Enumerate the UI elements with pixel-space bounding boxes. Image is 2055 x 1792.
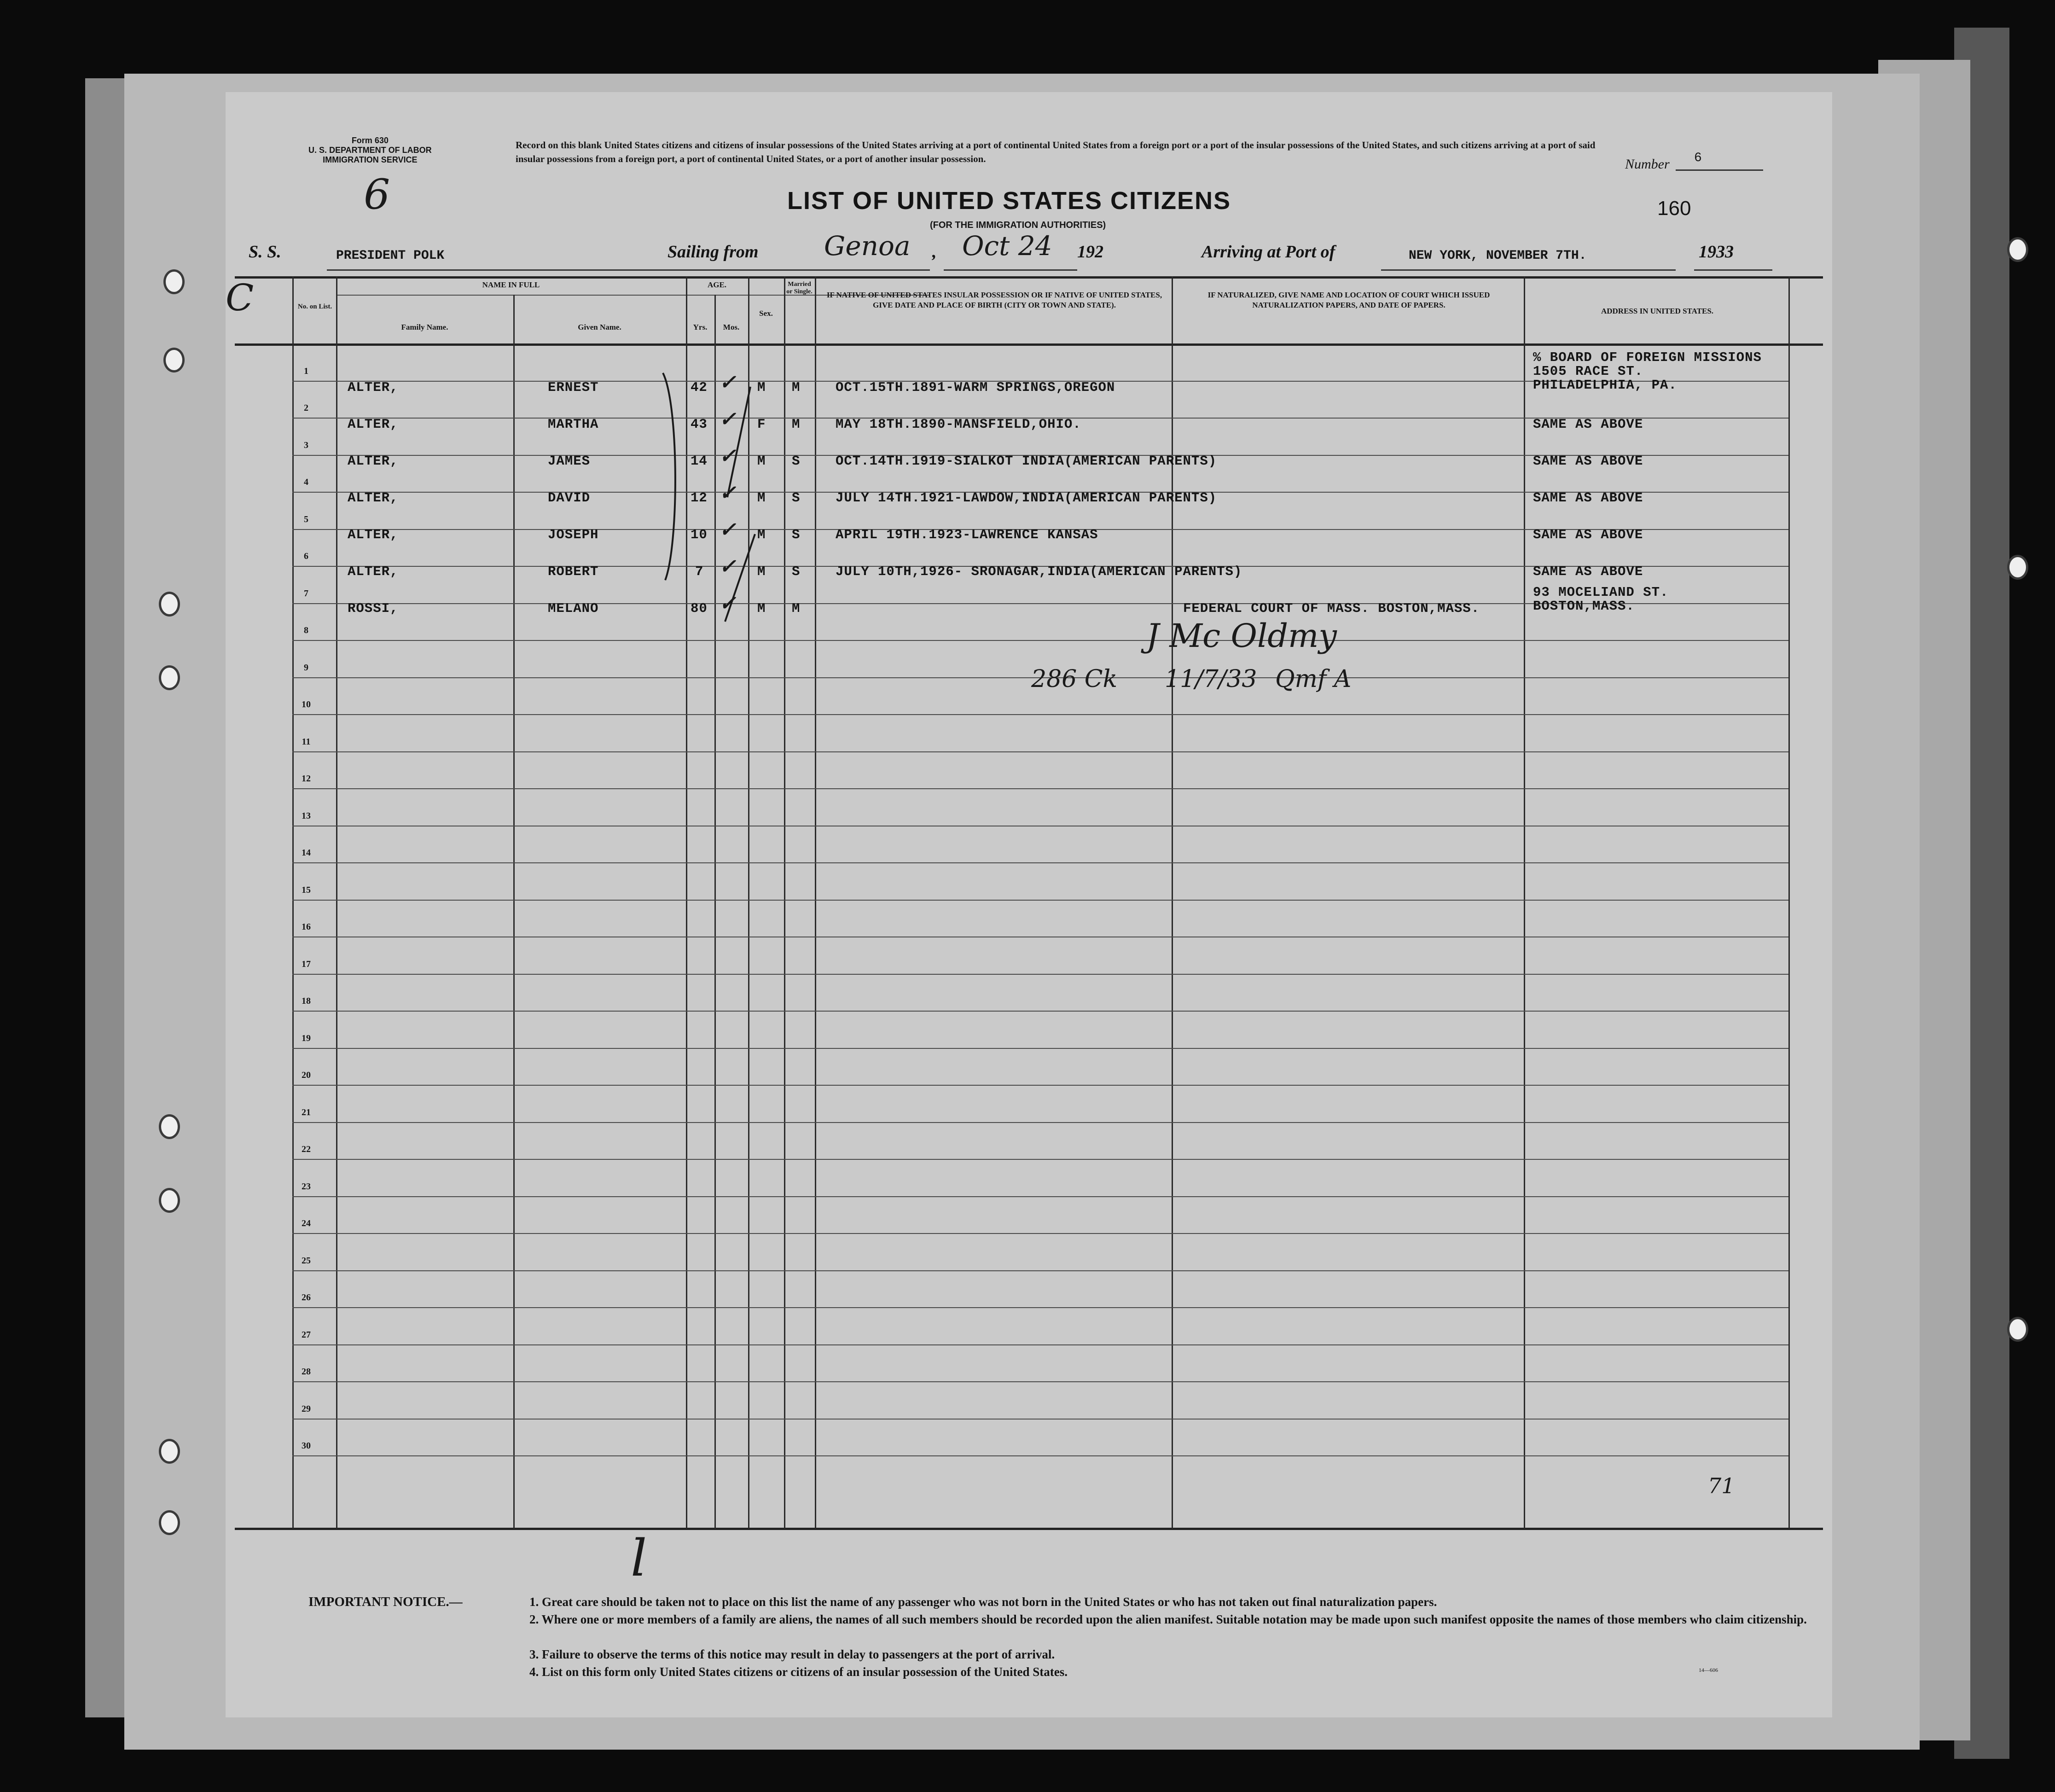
birth-cell: APRIL 19TH.1923-LAWRENCE KANSAS <box>836 527 1098 542</box>
row-rule <box>292 900 1788 901</box>
notice-item: 2. Where one or more members of a family are aliens, the names of all such members should be recorded upon the alien manifest. Suitable notation may be made upon such manifest opposite the names of those members who claim citizenship. <box>529 1612 1807 1626</box>
given-name-cell: ERNEST <box>548 380 599 395</box>
given-name-cell: DAVID <box>548 490 591 506</box>
sex-cell: M <box>757 380 766 395</box>
row-number: 12 <box>302 774 311 784</box>
row-number: 15 <box>302 884 311 895</box>
sailing-year-prefix: 192 <box>1077 242 1103 262</box>
page-number: 160 <box>1657 197 1691 220</box>
row-number: 10 <box>302 699 311 710</box>
address-line: SAME AS ABOVE <box>1533 564 1643 579</box>
row-rule <box>292 640 1788 641</box>
family-name-cell: ALTER, <box>348 490 399 506</box>
header-mos: Mos. <box>723 323 740 332</box>
arriving-label: Arriving at Port of <box>1202 242 1335 262</box>
row-number: 1 <box>304 366 308 376</box>
punch-hole <box>2007 1317 2028 1342</box>
sex-cell: F <box>757 417 766 432</box>
service-name: IMMIGRATION SERVICE <box>323 155 418 164</box>
row-number: 7 <box>304 588 308 599</box>
header-birth: IF NATIVE OF UNITED STATES INSULAR POSSESSION OR IF NATIVE OF UNITED STATES, GIVE DATE AND PLACE OF BIRTH (CITY OR TOWN AND STATE). <box>826 291 1162 309</box>
punch-hole <box>163 269 185 294</box>
col-rule-married <box>784 276 785 1529</box>
age-years-cell: 42 <box>691 380 708 395</box>
sex-cell: M <box>757 490 766 506</box>
checkmark-icon: ✓ <box>719 520 737 543</box>
row-rule <box>292 1419 1788 1420</box>
row-rule <box>292 1233 1788 1234</box>
address-line: BOSTON,MASS. <box>1533 599 1635 614</box>
family-name-cell: ALTER, <box>348 564 399 579</box>
family-name-cell: ALTER, <box>348 380 399 395</box>
family-bracket-mark <box>658 368 686 585</box>
corner-mark: C <box>226 276 254 319</box>
family-name-cell: ALTER, <box>348 417 399 432</box>
row-number: 18 <box>302 996 311 1006</box>
header-naturalized: IF NATURALIZED, GIVE NAME AND LOCATION OF COURT WHICH ISSUED NATURALIZATION PAPERS, AND DATE OF PAPERS. <box>1207 291 1490 309</box>
row-number: 4 <box>304 477 308 487</box>
document-title: LIST OF UNITED STATES CITIZENS <box>787 187 1231 215</box>
marital-cell: S <box>792 527 801 542</box>
table-top-rule <box>235 276 1823 279</box>
handwritten-six: 6 <box>364 170 390 219</box>
handwritten-mark-bottom: l <box>631 1529 647 1588</box>
age-years-cell: 12 <box>691 490 708 506</box>
marital-cell: M <box>792 601 801 616</box>
row-number: 27 <box>302 1329 311 1340</box>
number-value: 6 <box>1694 151 1702 165</box>
address-line: % BOARD OF FOREIGN MISSIONS <box>1533 350 1762 365</box>
ss-label: S. S. <box>249 242 281 262</box>
row-rule <box>292 1048 1788 1049</box>
checkmark-icon: ✓ <box>719 446 737 469</box>
row-rule <box>292 974 1788 975</box>
stamp-date: 11/7/33 <box>1165 665 1257 693</box>
punch-hole <box>159 1510 180 1535</box>
sailing-port: Genoa <box>824 230 911 262</box>
number-underline <box>1676 169 1763 171</box>
form-id-block <box>308 136 432 165</box>
birth-cell: JULY 10TH,1926- SRONAGAR,INDIA(AMERICAN PARENTS) <box>836 564 1242 579</box>
col-rule-given <box>513 295 515 1529</box>
row-number: 21 <box>302 1107 311 1117</box>
checkmark-icon: ✓ <box>719 372 737 396</box>
row-number: 9 <box>304 662 308 673</box>
col-rule-family <box>336 276 337 1529</box>
row-number: 8 <box>304 625 308 635</box>
address-line: SAME AS ABOVE <box>1533 454 1643 469</box>
col-rule-yrs <box>686 276 687 1529</box>
row-number: 3 <box>304 440 308 450</box>
header-sex: Sex. <box>759 309 773 318</box>
row-number: 2 <box>304 403 308 413</box>
row-rule <box>292 1085 1788 1086</box>
header-yrs: Yrs. <box>693 323 708 332</box>
instructions-text: Record on this blank United States citizens and citizens of insular possessions of the United States arriving at a port of continental United States from a foreign port or a port of the insular possessions of the United States, and such citizens arriving at a port of said insular possessions from a foreign port, a port of continental United States, or a port of another insular possession. <box>516 140 1596 164</box>
address-line: 1505 RACE ST. <box>1533 364 1643 379</box>
notice-item: 3. Failure to observe the terms of this notice may result in delay to passengers at the port of arrival. <box>529 1647 1055 1661</box>
header-address: ADDRESS IN UNITED STATES. <box>1601 307 1714 315</box>
number-label: Number <box>1625 157 1670 172</box>
date-underline <box>944 269 1077 271</box>
row-rule <box>292 751 1788 752</box>
row-number: 13 <box>302 810 311 821</box>
page-total: 71 <box>1708 1473 1735 1498</box>
row-number: 6 <box>304 551 308 561</box>
comma-1: , <box>932 242 937 262</box>
notice-item: 1. Great care should be taken not to place on this list the name of any passenger who was not born in the United States or who has not taken out final naturalization papers. <box>529 1595 1437 1609</box>
checkmark-icon: ✓ <box>719 557 737 580</box>
row-rule <box>292 1011 1788 1012</box>
checkmark-icon: ✓ <box>719 593 737 617</box>
age-years-cell: 14 <box>691 454 708 469</box>
given-name-cell: MARTHA <box>548 417 599 432</box>
year-underline <box>1694 269 1772 271</box>
court-cell: FEDERAL COURT OF MASS. BOSTON,MASS. <box>1183 601 1480 616</box>
address-line: SAME AS ABOVE <box>1533 527 1643 542</box>
address-line: 93 MOCELIAND ST. <box>1533 585 1669 600</box>
punch-hole <box>159 665 180 690</box>
row-number: 16 <box>302 922 311 932</box>
row-rule <box>292 1307 1788 1308</box>
row-number: 11 <box>302 736 311 747</box>
marital-cell: S <box>792 564 801 579</box>
row-rule <box>292 1159 1788 1160</box>
row-rule <box>292 1381 1788 1382</box>
row-number: 20 <box>302 1070 311 1080</box>
row-number: 30 <box>302 1441 311 1451</box>
stamp-handwriting-right: Qmf A <box>1275 665 1352 693</box>
row-rule <box>292 862 1788 863</box>
given-name-cell: ROBERT <box>548 564 599 579</box>
manifest-page <box>226 92 1832 1717</box>
department-name: U. S. DEPARTMENT OF LABOR <box>308 145 432 155</box>
officer-signature: J Mc Oldmy <box>1146 617 1337 655</box>
arrival-year: 1933 <box>1699 242 1734 262</box>
header-family-name: Family Name. <box>401 323 448 332</box>
row-number: 17 <box>302 959 311 969</box>
address-line: SAME AS ABOVE <box>1533 490 1643 506</box>
row-number: 24 <box>302 1218 311 1228</box>
row-number: 25 <box>302 1255 311 1266</box>
marital-cell: S <box>792 454 801 469</box>
row-rule <box>292 1196 1788 1197</box>
header-married-single: Married or Single. <box>786 281 813 295</box>
sex-cell: M <box>757 601 766 616</box>
row-number: 28 <box>302 1367 311 1377</box>
header-bottom-rule <box>235 343 1823 346</box>
birth-cell: MAY 18TH.1890-MANSFIELD,OHIO. <box>836 417 1081 432</box>
age-years-cell: 7 <box>695 564 704 579</box>
row-number: 23 <box>302 1181 311 1192</box>
document-subtitle: (FOR THE IMMIGRATION AUTHORITIES) <box>930 220 1106 230</box>
age-years-cell: 80 <box>691 601 708 616</box>
table-bottom-rule <box>235 1528 1823 1530</box>
form-code: 14—606 <box>1699 1667 1718 1673</box>
ship-name: PRESIDENT POLK <box>336 249 445 263</box>
form-number: Form 630 <box>351 136 389 145</box>
stamp-handwriting-left: 286 Ck <box>1031 665 1118 693</box>
col-rule-no <box>292 276 294 1529</box>
row-rule <box>292 714 1788 715</box>
header-name-in-full: NAME IN FULL <box>482 280 540 289</box>
marital-cell: M <box>792 380 801 395</box>
row-rule <box>292 1455 1788 1456</box>
family-name-cell: ROSSI, <box>348 601 399 616</box>
notice-item: 4. List on this form only United States citizens or citizens of an insular possession of the United States. <box>529 1665 1068 1679</box>
row-number: 29 <box>302 1403 311 1414</box>
sailing-date: Oct 24 <box>962 230 1052 262</box>
row-number: 19 <box>302 1033 311 1043</box>
family-name-cell: ALTER, <box>348 454 399 469</box>
notice-heading: IMPORTANT NOTICE.— <box>308 1594 463 1609</box>
punch-hole <box>159 592 180 617</box>
sex-cell: M <box>757 527 766 542</box>
punch-hole <box>159 1439 180 1464</box>
header-no-on-list: No. on List. <box>297 303 332 310</box>
address-line: SAME AS ABOVE <box>1533 417 1643 432</box>
arrival-underline <box>1381 269 1676 271</box>
header-given-name: Given Name. <box>578 323 621 332</box>
row-number: 5 <box>304 514 308 524</box>
birth-cell: OCT.15TH.1891-WARM SPRINGS,OREGON <box>836 380 1115 395</box>
birth-cell: OCT.14TH.1919-SIALKOT INDIA(AMERICAN PARENTS) <box>836 454 1217 469</box>
row-rule <box>292 1344 1788 1345</box>
age-years-cell: 43 <box>691 417 708 432</box>
given-name-cell: JOSEPH <box>548 527 599 542</box>
check-slash-marks <box>723 368 760 626</box>
port-underline <box>792 269 930 271</box>
punch-hole <box>159 1188 180 1213</box>
col-rule-mos <box>714 295 716 1529</box>
marital-cell: M <box>792 417 801 432</box>
row-rule <box>292 1122 1788 1123</box>
row-number: 22 <box>302 1144 311 1154</box>
checkmark-icon: ✓ <box>719 409 737 432</box>
sex-cell: M <box>757 564 766 579</box>
family-name-cell: ALTER, <box>348 527 399 542</box>
birth-cell: JULY 14TH.1921-LAWDOW,INDIA(AMERICAN PARENTS) <box>836 490 1217 506</box>
punch-hole <box>2007 237 2028 262</box>
row-number: 14 <box>302 848 311 858</box>
punch-hole <box>159 1114 180 1139</box>
given-name-cell: MELANO <box>548 601 599 616</box>
age-years-cell: 10 <box>691 527 708 542</box>
col-rule-birth <box>815 276 816 1529</box>
row-rule <box>292 1270 1788 1271</box>
punch-hole <box>2007 555 2028 580</box>
col-rule-end <box>1788 276 1790 1529</box>
header-age: AGE. <box>707 280 727 289</box>
given-name-cell: JAMES <box>548 454 591 469</box>
checkmark-icon: ✓ <box>719 483 737 506</box>
marital-cell: S <box>792 490 801 506</box>
row-rule <box>292 788 1788 789</box>
sailing-from-label: Sailing from <box>668 242 759 262</box>
punch-hole <box>163 348 185 372</box>
arrival-port-date: NEW YORK, NOVEMBER 7TH. <box>1409 249 1587 263</box>
sex-cell: M <box>757 454 766 469</box>
address-line: PHILADELPHIA, PA. <box>1533 378 1677 393</box>
col-rule-address <box>1524 276 1525 1529</box>
row-number: 26 <box>302 1292 311 1303</box>
